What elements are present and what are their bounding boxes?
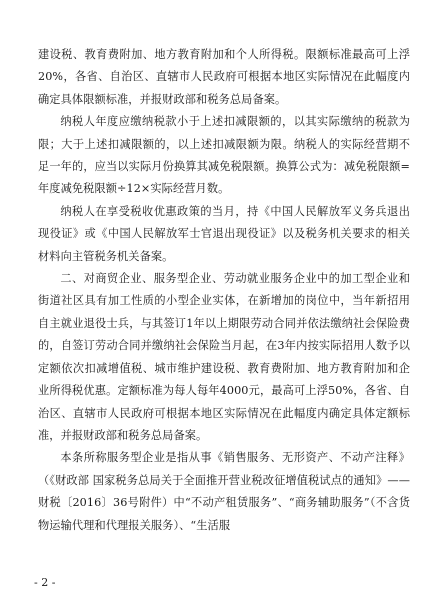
paragraph-5: 本条所称服务型企业是指从事《销售服务、无形资产、不动产注释》（《财政部 国家税务总局关于全面推开营业税改征增值税试点的通知》——财税〔2016〕36号附件）中“不动产租赁服务”、“商务辅助服务”（不含货物运输代理和代理报关服务）、“生活服	[38, 451, 410, 532]
document-body	[38, 44, 410, 537]
paragraph-3: 纳税人在享受税收优惠政策的当月，持《中国人民解放军义务兵退出现役证》或《中国人民解放军士官退出现役证》以及税务机关要求的相关材料向主管税务机关备案。	[38, 204, 410, 263]
paragraph-1: 建设税、教育费附加、地方教育附加和个人所得税。限额标准最高可上浮20%，各省、自治区、直辖市人民政府可根据本地区实际情况在此幅度内确定具体限额标准，并报财政部和税务总局备案。	[38, 48, 410, 106]
paragraph-2: 纳税人年度应缴纳税款小于上述扣减限额的，以其实际缴纳的税款为限；大于上述扣减限额的，以上述扣减限额为限。纳税人的实际经营期不足一年的，应当以实际月份换算其减免税限额。换算公式为：减免税限额=年度减免税限额÷12×实际经营月数。	[38, 115, 410, 196]
paragraph-4: 二、对商贸企业、服务型企业、劳动就业服务企业中的加工型企业和街道社区具有加工性质的小型企业实体，在新增加的岗位中，当年新招用自主就业退役士兵，与其签订1年以上期限劳动合同并依法缴纳社会保险费的，自签订劳动合同并缴纳社会保险当月起，在3年内按实际招用人数予以定额依次扣减增值税、城市维护建设税、教育费附加、地方教育附加和企业所得税优惠。定额标准为每人每年4000元，最高可上浮50%，各省、自治区、直辖市人民政府可根据本地区实际情况在此幅度内确定具体定额标准，并报财政部和税务总局备案。	[38, 272, 410, 442]
page-number: - 2 -	[34, 576, 56, 589]
